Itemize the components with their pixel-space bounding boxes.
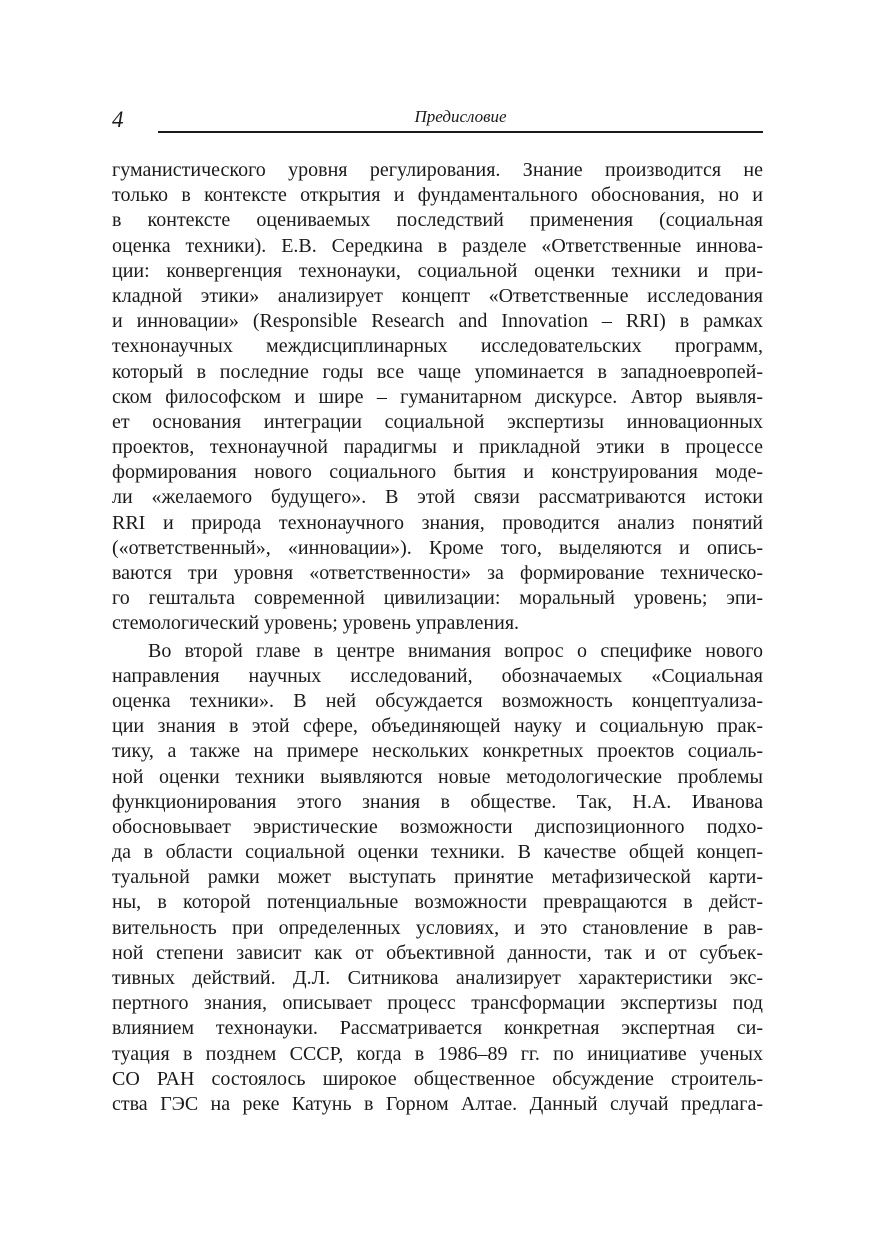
text-line: обосновывает эвристические возможности диспозиционного подхо- <box>112 815 763 838</box>
text-line: гуманистического уровня регулирования. Знание производится не <box>112 159 763 181</box>
header-rule <box>158 131 763 133</box>
text-line: ции: конвергенция технонауки, социальной оценки техники и при- <box>112 259 763 282</box>
text-line: («ответственный», «инновации»). Кроме того, выделяются и опись- <box>112 536 763 559</box>
text-line: вительность при определенных условиях, и это становление в рав- <box>112 916 763 939</box>
text-line: функционирования этого знания в обществе. Так, Н.А. Иванова <box>112 790 763 813</box>
text-line: туация в позднем СССР, когда в 1986–89 гг. по инициативе ученых <box>112 1042 763 1065</box>
paragraph <box>112 639 763 1118</box>
text-line: RRI и природа технонаучного знания, проводится анализ понятий <box>112 511 763 534</box>
text-line: и инновации» (Responsible Research and Innovation – RRI) в рамках <box>112 310 763 333</box>
page-number: 4 <box>112 107 124 132</box>
text-line: ной степени зависит как от объективной данности, так и от субъек- <box>112 941 763 964</box>
body-text <box>112 158 763 1117</box>
text-line: ваются три уровня «ответственности» за формирование техническо- <box>112 562 763 584</box>
text-line: оценка техники». В ней обсуждается возможность концептуализа- <box>112 689 763 712</box>
text-line: ны, в которой потенциальные возможности превращаются в дейст- <box>112 891 763 914</box>
text-line: го гештальта современной цивилизации: моральный уровень; эпи- <box>112 587 763 610</box>
text-line: ли «желаемого будущего». В этой связи рассматриваются истоки <box>112 486 763 509</box>
text-line: СО РАН состоялось широкое общественное обсуждение строитель- <box>112 1067 763 1090</box>
paragraph <box>112 158 763 637</box>
text-line: который в последние годы все чаще упоминается в западноевропей- <box>112 360 763 383</box>
text-line: пертного знания, описывает процесс трансформации экспертизы под <box>112 992 763 1015</box>
text-line: оценка техники). Е.В. Середкина в разделе «Ответственные иннова- <box>112 234 763 257</box>
text-line: в контексте оцениваемых последствий применения (социальная <box>112 209 763 232</box>
text-line: проектов, технонаучной парадигмы и прикладной этики в процессе <box>112 436 763 459</box>
text-line: туальной рамки может выступать принятие метафизической карти- <box>112 866 763 889</box>
text-line: направления научных исследований, обозначаемых «Социальная <box>112 664 763 687</box>
text-line: тивных действий. Д.Л. Ситникова анализирует характеристики экс- <box>112 967 763 989</box>
text-line: Во второй главе в центре внимания вопрос о специфике нового <box>148 639 763 662</box>
text-line: ет основания интеграции социальной экспертизы инновационных <box>112 410 763 433</box>
text-line: тику, а также на примере нескольких конкретных проектов социаль- <box>112 740 763 763</box>
text-line: влиянием технонауки. Рассматривается конкретная экспертная си- <box>112 1017 763 1040</box>
text-line: ной оценки техники выявляются новые методологические проблемы <box>112 765 763 788</box>
text-line: формирования нового социального бытия и конструирования моде- <box>112 461 763 484</box>
text-line: только в контексте открытия и фундаментального обоснования, но и <box>112 184 763 207</box>
running-title: Предисловие <box>414 107 507 126</box>
text-line: стемологический уровень; уровень управления. <box>112 612 520 635</box>
text-line: да в области социальной оценки техники. В качестве общей концеп- <box>112 841 763 864</box>
text-line: ства ГЭС на реке Катунь в Горном Алтае. Данный случай предлага- <box>112 1092 763 1115</box>
text-line: технонаучных междисциплинарных исследовательских программ, <box>112 335 763 358</box>
text-line: ции знания в этой сфере, объединяющей науку и социальную прак- <box>112 715 763 738</box>
text-line: ском философском и шире – гуманитарном дискурсе. Автор выявля- <box>112 385 763 408</box>
text-line: кладной этики» анализирует концепт «Ответственные исследования <box>112 284 763 307</box>
